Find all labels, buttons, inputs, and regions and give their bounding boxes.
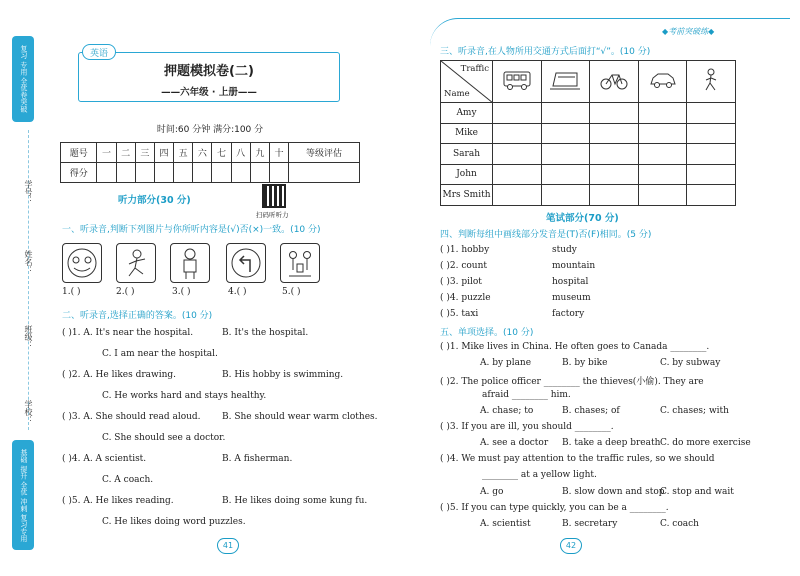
header-tag: ◆考前突破练◆ xyxy=(662,27,715,36)
s2-q5-b: B. He likes doing some kung fu. xyxy=(222,496,368,506)
score-input[interactable] xyxy=(174,163,193,183)
s5-q4-a: A. go xyxy=(480,487,504,497)
s1-answer-2[interactable]: 2.( ) xyxy=(116,287,135,297)
binding-bottom-tab: 基础 提升 全优 冲刺 复习专用 xyxy=(12,440,34,550)
traffic-cell[interactable] xyxy=(687,185,736,206)
score-cell: 十 xyxy=(269,143,288,163)
traffic-cell[interactable] xyxy=(687,123,736,144)
traffic-cell[interactable] xyxy=(590,144,639,165)
s5-q2-b: B. chases; of xyxy=(562,406,620,416)
s2-q5-c: C. He likes doing word puzzles. xyxy=(102,517,246,527)
s5-q2-c: C. chases; with xyxy=(660,406,729,416)
score-input[interactable] xyxy=(135,163,154,183)
score-input[interactable] xyxy=(212,163,231,183)
s5-q2-cont: afraid ________ him. xyxy=(482,390,571,400)
traffic-cell[interactable] xyxy=(590,164,639,185)
traffic-cell[interactable] xyxy=(687,144,736,165)
score-cell: 二 xyxy=(116,143,135,163)
page-number-right: 42 xyxy=(560,538,582,554)
traffic-cell[interactable] xyxy=(493,103,542,124)
score-cell: 五 xyxy=(174,143,193,163)
traffic-row xyxy=(441,185,736,206)
binding-top-tab: 复习 专用 全优卷突破 xyxy=(12,36,34,122)
s5-q1-b: B. by bike xyxy=(562,358,608,368)
traffic-cell[interactable] xyxy=(638,164,687,185)
s4-word-1: study xyxy=(552,245,577,255)
traffic-cell[interactable] xyxy=(493,185,542,206)
bike-icon xyxy=(590,61,639,103)
s5-q2-a: A. chase; to xyxy=(480,406,534,416)
traffic-lights-icon xyxy=(62,243,102,283)
school-label: 学校： xyxy=(24,400,33,424)
traffic-cell[interactable] xyxy=(638,144,687,165)
s2-q4: ( )4. A. A scientist. xyxy=(62,454,147,464)
s4-item-2: ( )2. count xyxy=(440,261,487,271)
traffic-name: Mrs Smith xyxy=(441,185,493,206)
score-cell: 六 xyxy=(193,143,212,163)
s2-q3: ( )3. A. She should read aloud. xyxy=(62,412,201,422)
score-cell: 一 xyxy=(97,143,116,163)
traffic-cell[interactable] xyxy=(493,123,542,144)
traffic-cell[interactable] xyxy=(638,123,687,144)
s4-word-5: factory xyxy=(552,309,585,319)
score-cell: 三 xyxy=(135,143,154,163)
time-score-line: 时间:60 分钟 满分:100 分 xyxy=(156,125,264,135)
traffic-name: Amy xyxy=(441,103,493,124)
s5-q1-c: C. by subway xyxy=(660,358,721,368)
car-icon xyxy=(638,61,687,103)
s4-item-1: ( )1. hobby xyxy=(440,245,490,255)
s1-answer-1[interactable]: 1.( ) xyxy=(62,287,81,297)
traffic-corner-bottom: Name xyxy=(444,89,470,99)
traffic-cell[interactable] xyxy=(493,164,542,185)
class-label: 班级： xyxy=(24,325,33,349)
score-table xyxy=(60,142,360,183)
s5-q5-a: A. scientist xyxy=(480,519,531,529)
exam-title: 押题模拟卷(二) xyxy=(164,64,254,79)
score-input[interactable] xyxy=(193,163,212,183)
decorative-border xyxy=(430,18,790,46)
subject-tag: 英语 xyxy=(82,44,116,60)
section3-heading: 三、听录音,在人物所用交通方式后面打“√”。(10 分) xyxy=(440,47,651,57)
cut-line xyxy=(28,130,29,430)
score-input[interactable] xyxy=(116,163,135,183)
score-input[interactable] xyxy=(97,163,116,183)
walking-icon xyxy=(687,61,736,103)
score-cell: 等级评估 xyxy=(289,143,360,163)
s2-q2: ( )2. A. He likes drawing. xyxy=(62,370,177,380)
traffic-name: Sarah xyxy=(441,144,493,165)
s4-word-3: hospital xyxy=(552,277,589,287)
s4-word-2: mountain xyxy=(552,261,596,271)
s5-q4-c: C. stop and wait xyxy=(660,487,734,497)
traffic-row xyxy=(441,164,736,185)
traffic-row xyxy=(441,103,736,124)
traffic-cell[interactable] xyxy=(590,185,639,206)
score-cell: 四 xyxy=(154,143,173,163)
s1-answer-4[interactable]: 4.( ) xyxy=(228,287,247,297)
train-icon xyxy=(541,61,590,103)
teacher-icon xyxy=(170,243,210,283)
s5-q4-cont: ________ at a yellow light. xyxy=(482,470,597,480)
written-title: 笔试部分(70 分) xyxy=(546,213,619,224)
score-cell: 八 xyxy=(231,143,250,163)
s4-item-5: ( )5. taxi xyxy=(440,309,479,319)
s5-q5-b: B. secretary xyxy=(562,519,618,529)
boy-running-icon xyxy=(116,243,156,283)
traffic-cell[interactable] xyxy=(687,164,736,185)
s2-q2-b: B. His hobby is swimming. xyxy=(222,370,344,380)
page-number-left: 41 xyxy=(217,538,239,554)
traffic-cell[interactable] xyxy=(541,144,590,165)
traffic-corner-top: Traffic xyxy=(460,64,489,74)
traffic-table xyxy=(440,60,736,206)
s5-q1-a: A. by plane xyxy=(480,358,532,368)
s1-answer-3[interactable]: 3.( ) xyxy=(172,287,191,297)
s1-answer-5[interactable]: 5.( ) xyxy=(282,287,301,297)
traffic-corner-cell xyxy=(441,61,493,103)
family-icon xyxy=(280,243,320,283)
s2-q1-b: B. It's the hospital. xyxy=(222,328,309,338)
listening-title: 听力部分(30 分) xyxy=(118,195,191,206)
score-cell: 九 xyxy=(250,143,269,163)
s2-q2-c: C. He works hard and stays healthy. xyxy=(102,391,267,401)
traffic-name: John xyxy=(441,164,493,185)
traffic-cell[interactable] xyxy=(638,103,687,124)
traffic-row xyxy=(441,123,736,144)
score-input[interactable] xyxy=(289,163,360,183)
score-table-header xyxy=(61,143,360,163)
s5-q3-a: A. see a doctor xyxy=(480,438,549,448)
bus-icon xyxy=(493,61,542,103)
section2-heading: 二、听录音,选择正确的答案。(10 分) xyxy=(62,311,213,321)
traffic-row xyxy=(441,144,736,165)
section1-heading: 一、听录音,判断下列图片与你所听内容是(√)否(×)一致。(10 分) xyxy=(62,225,321,235)
exam-subtitle: ——六年级 · 上册—— xyxy=(161,87,257,98)
traffic-cell[interactable] xyxy=(687,103,736,124)
section5-heading: 五、单项选择。(10 分) xyxy=(440,328,534,338)
s2-q5: ( )5. A. He likes reading. xyxy=(62,496,174,506)
traffic-cell[interactable] xyxy=(541,164,590,185)
traffic-name: Mike xyxy=(441,123,493,144)
traffic-cell[interactable] xyxy=(541,123,590,144)
s5-q5-c: C. coach xyxy=(660,519,699,529)
score-cell: 七 xyxy=(212,143,231,163)
s2-q3-c: C. She should see a doctor. xyxy=(102,433,226,443)
s5-q3-b: B. take a deep breath xyxy=(562,438,661,448)
traffic-cell[interactable] xyxy=(541,103,590,124)
s4-item-4: ( )4. puzzle xyxy=(440,293,491,303)
s2-q3-b: B. She should wear warm clothes. xyxy=(222,412,378,422)
qr-caption: 扫码听听力 xyxy=(256,211,289,219)
s5-q4: ( )4. We must pay attention to the traffic rules, so we should xyxy=(440,454,715,464)
s5-q3: ( )3. If you are ill, you should ________. xyxy=(440,422,614,432)
score-input[interactable] xyxy=(154,163,173,183)
score-input[interactable] xyxy=(250,163,269,183)
student-id-label: 学号： xyxy=(24,180,33,204)
s2-q4-c: C. A coach. xyxy=(102,475,154,485)
s2-q4-b: B. A fisherman. xyxy=(222,454,293,464)
s5-q1: ( )1. Mike lives in China. He often goes to Canada ________. xyxy=(440,342,710,352)
s4-word-4: museum xyxy=(552,293,591,303)
s2-q1: ( )1. A. It's near the hospital. xyxy=(62,328,194,338)
traffic-cell[interactable] xyxy=(541,185,590,206)
traffic-cell[interactable] xyxy=(590,123,639,144)
score-cell: 题号 xyxy=(61,143,97,163)
score-input[interactable] xyxy=(231,163,250,183)
turn-left-sign-icon xyxy=(226,243,266,283)
score-row-label: 得分 xyxy=(61,163,97,183)
score-input[interactable] xyxy=(269,163,288,183)
traffic-cell[interactable] xyxy=(493,144,542,165)
traffic-cell[interactable] xyxy=(590,103,639,124)
name-label: 姓名： xyxy=(24,250,33,274)
s4-item-3: ( )3. pilot xyxy=(440,277,482,287)
s5-q5: ( )5. If you can type quickly, you can be a ________. xyxy=(440,503,669,513)
qr-code-icon[interactable] xyxy=(262,184,286,208)
s5-q3-c: C. do more exercise xyxy=(660,438,751,448)
section4-heading: 四、判断每组中画线部分发音是(T)否(F)相同。(5 分) xyxy=(440,230,652,240)
s2-q1-c: C. I am near the hospital. xyxy=(102,349,218,359)
s5-q2: ( )2. The police officer ________ the thieves(小偷). They are xyxy=(440,377,704,387)
traffic-header-row xyxy=(441,61,736,103)
traffic-cell[interactable] xyxy=(638,185,687,206)
s5-q4-b: B. slow down and stop xyxy=(562,487,665,497)
score-table-row xyxy=(61,163,360,183)
